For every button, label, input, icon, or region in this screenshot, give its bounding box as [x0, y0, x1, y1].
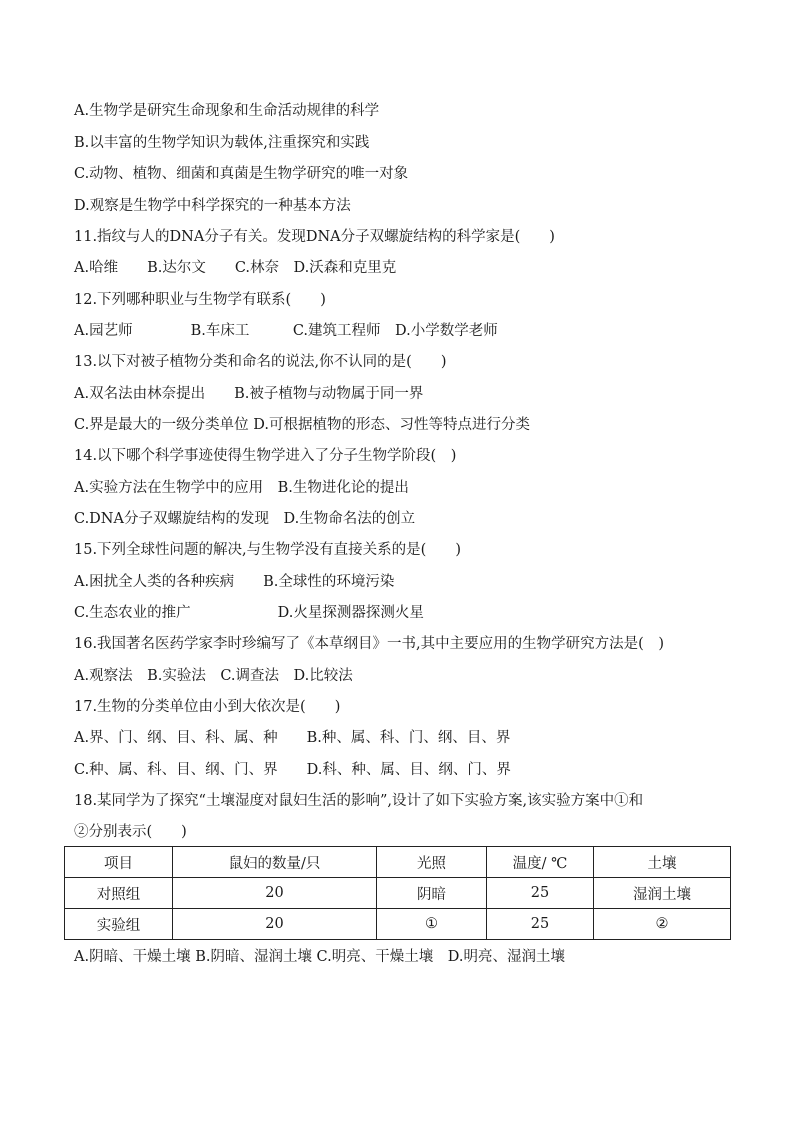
option-line: C.DNA分子双螺旋结构的发现 D.生物命名法的创立 [74, 511, 416, 527]
question-13: 13.以下对被子植物分类和命名的说法,你不认同的是( ) [74, 354, 447, 370]
option-line: A.哈维 B.达尔文 C.林奈 D.沃森和克里克 [74, 260, 397, 276]
table-cell: 对照组 [65, 878, 173, 909]
table-cell: 25 [487, 878, 594, 909]
option-line: A.观察法 B.实验法 C.调查法 D.比较法 [74, 668, 353, 684]
answer-options-18: A.阴暗、干燥土壤 B.阴暗、湿润土壤 C.明亮、干燥土壤 D.明亮、湿润土壤 [74, 949, 565, 965]
option-line: C.种、属、科、目、纲、门、界 D.科、种、属、目、纲、门、界 [74, 762, 511, 778]
option-line: A.生物学是研究生命现象和生命活动规律的科学 [74, 103, 380, 119]
option-line: D.观察是生物学中科学探究的一种基本方法 [74, 198, 351, 214]
option-line: A.实验方法在生物学中的应用 B.生物进化论的提出 [74, 480, 409, 496]
table-row [65, 909, 731, 940]
table-header-cell: 鼠妇的数量/只 [173, 847, 377, 878]
experiment-table [64, 846, 731, 940]
table-cell: 实验组 [65, 909, 173, 940]
option-line: A.界、门、纲、目、科、属、种 B.种、属、科、门、纲、目、界 [74, 730, 511, 746]
question-18: 18.某同学为了探究“土壤湿度对鼠妇生活的影响”,设计了如下实验方案,该实验方案中①和 [74, 793, 644, 809]
question-17: 17.生物的分类单位由小到大依次是( ) [74, 699, 341, 715]
table-header-cell: 项目 [65, 847, 173, 878]
option-line: C.界是最大的一级分类单位 D.可根据植物的形态、习性等特点进行分类 [74, 417, 531, 433]
question-14: 14.以下哪个科学事迹使得生物学进入了分子生物学阶段( ) [74, 448, 457, 464]
table-header-cell: 光照 [377, 847, 487, 878]
table-cell: 20 [173, 878, 377, 909]
option-line: C.生态农业的推广 D.火星探测器探测火星 [74, 605, 424, 621]
table-cell: 湿润土壤 [594, 878, 731, 909]
experiment-table-wrapper [64, 846, 730, 940]
option-line: A.双名法由林奈提出 B.被子植物与动物属于同一界 [74, 386, 424, 402]
table-header-cell: 温度/ ℃ [487, 847, 594, 878]
table-cell: ① [377, 909, 487, 940]
option-line: A.园艺师 B.车床工 C.建筑工程师 D.小学数学老师 [74, 323, 498, 339]
question-15: 15.下列全球性问题的解决,与生物学没有直接关系的是( ) [74, 542, 461, 558]
table-header-row [65, 847, 731, 878]
question-16: 16.我国著名医药学家李时珍编写了《本草纲目》一书,其中主要应用的生物学研究方法是( ) [74, 636, 664, 652]
table-cell: 25 [487, 909, 594, 940]
question-18-continued: ②分别表示( ) [74, 824, 187, 840]
table-header-cell: 土壤 [594, 847, 731, 878]
question-11: 11.指纹与人的DNA分子有关。发现DNA分子双螺旋结构的科学家是( ) [74, 229, 555, 245]
table-cell: 阴暗 [377, 878, 487, 909]
table-cell: ② [594, 909, 731, 940]
option-line: A.困扰全人类的各种疾病 B.全球性的环境污染 [74, 574, 395, 590]
table-row [65, 878, 731, 909]
question-12: 12.下列哪种职业与生物学有联系( ) [74, 292, 326, 308]
table-cell: 20 [173, 909, 377, 940]
option-line: B.以丰富的生物学知识为载体,注重探究和实践 [74, 135, 370, 151]
option-line: C.动物、植物、细菌和真菌是生物学研究的唯一对象 [74, 166, 409, 182]
